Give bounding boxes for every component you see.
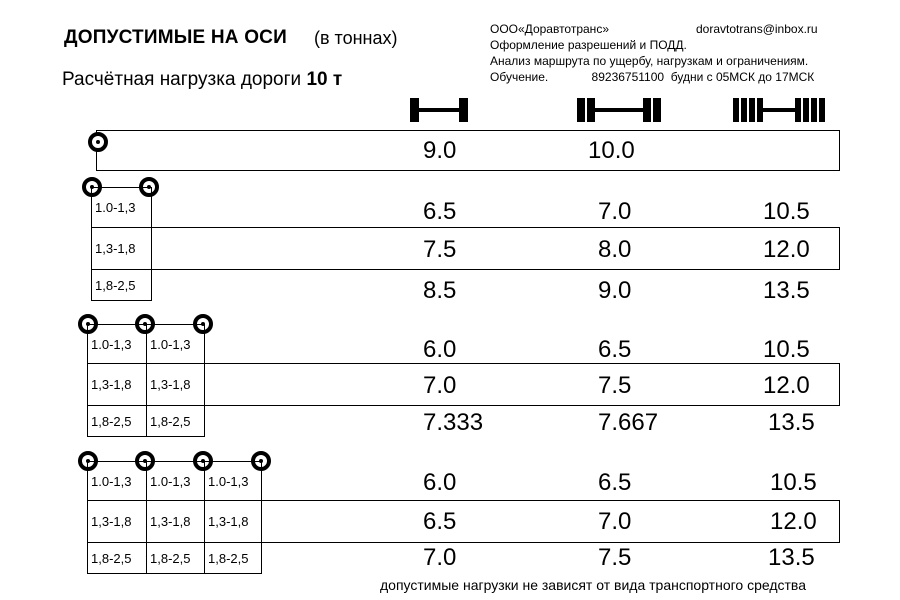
table-value: 12.0 [763, 372, 810, 399]
interval-cell: 1,3-1,8 [204, 500, 262, 543]
table-value: 8.0 [598, 236, 632, 263]
interval-cell: 1,3-1,8 [146, 363, 205, 406]
table-value: 7.5 [423, 236, 457, 263]
axle-wheel-icon [88, 132, 108, 152]
table-value: 7.0 [598, 508, 632, 535]
interval-cell: 1,8-2,5 [91, 269, 152, 301]
interval-cell: 1.0-1,3 [87, 324, 147, 364]
single-value-2: 10.0 [588, 137, 635, 164]
table-value: 12.0 [763, 236, 810, 263]
table-value: 7.0 [598, 198, 632, 225]
interval-cell: 1,3-1,8 [87, 500, 147, 543]
quad-wheel-icon [732, 97, 832, 123]
table-value: 9.0 [598, 277, 632, 304]
table-value: 6.5 [423, 198, 457, 225]
interval-cell: 1.0-1,3 [146, 324, 205, 364]
table-value: 6.0 [423, 469, 457, 496]
interval-cell: 1,3-1,8 [146, 500, 205, 543]
table-value: 7.0 [423, 372, 457, 399]
table-value: 7.5 [598, 372, 632, 399]
table-value: 12.0 [770, 508, 817, 535]
table-value: 6.5 [598, 336, 632, 363]
table-value: 10.5 [770, 469, 817, 496]
interval-cell: 1.0-1,3 [146, 461, 205, 501]
single-wheel-icon [408, 97, 470, 123]
table-value: 7.667 [598, 409, 659, 436]
highlight-row [204, 363, 840, 406]
road-load-subtitle [62, 69, 342, 91]
table-value: 7.333 [423, 409, 484, 436]
interval-cell: 1.0-1,3 [91, 187, 152, 228]
interval-cell: 1,3-1,8 [91, 227, 152, 270]
title-note: (в тоннах) [314, 28, 398, 48]
interval-cell: 1,3-1,8 [87, 363, 147, 406]
table-value: 6.5 [598, 469, 632, 496]
single-axle-row [96, 130, 840, 171]
interval-cell: 1,8-2,5 [87, 405, 147, 437]
interval-cell: 1.0-1,3 [204, 461, 262, 501]
table-value: 13.5 [768, 409, 815, 436]
company-training-line: Обучение. 89236751100 будни с 05МСК до 17МСК [490, 70, 815, 84]
table-value: 7.5 [598, 544, 632, 571]
table-value: 8.5 [423, 277, 457, 304]
single-value-1: 9.0 [423, 137, 457, 164]
footer-note: допустимые нагрузки не зависят от вида транспортного средства [380, 577, 806, 593]
subtitle-value: 10 т [306, 69, 343, 90]
company-analysis-line: Анализ маршрута по ущербу, нагрузкам и ограничениям. [490, 54, 809, 68]
table-value: 13.5 [763, 277, 810, 304]
company-email: doravtotrans@inbox.ru [696, 22, 818, 36]
table-value: 10.5 [763, 198, 810, 225]
highlight-row [261, 500, 840, 543]
subtitle-prefix: Расчётная нагрузка дороги [62, 69, 302, 90]
page-title: ДОПУСТИМЫЕ НА ОСИ [64, 27, 287, 48]
company-service-line: Оформление разрешений и ПОДД. [490, 38, 687, 52]
table-value: 6.5 [423, 508, 457, 535]
interval-cell: 1,8-2,5 [146, 542, 205, 574]
highlight-row [151, 227, 840, 270]
dual-wheel-icon [576, 97, 664, 123]
interval-cell: 1.0-1,3 [87, 461, 147, 501]
interval-cell: 1,8-2,5 [204, 542, 262, 574]
interval-cell: 1,8-2,5 [146, 405, 205, 437]
table-value: 10.5 [763, 336, 810, 363]
table-value: 7.0 [423, 544, 457, 571]
table-value: 13.5 [768, 544, 815, 571]
interval-cell: 1,8-2,5 [87, 542, 147, 574]
table-value: 6.0 [423, 336, 457, 363]
company-name: ООО«Доравтотранс» [490, 22, 609, 36]
